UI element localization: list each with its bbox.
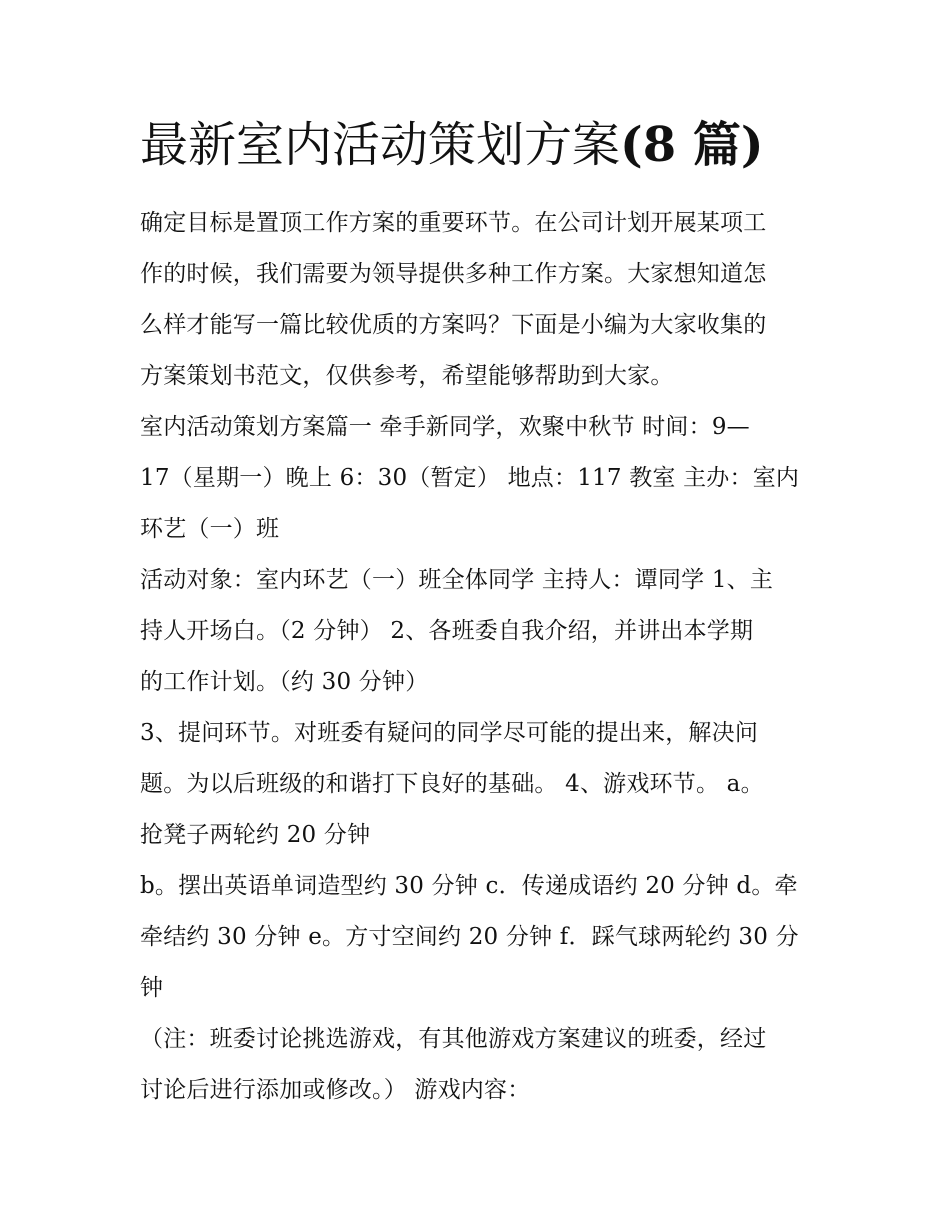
text-line: 抢凳子两轮约 20 分钟 [140, 822, 371, 848]
text-line: 活动对象：室内环艺（一）班全体同学 主持人：谭同学 1、主 [140, 567, 774, 593]
text-line: 钟 [140, 975, 164, 1001]
text-line: 作的时候，我们需要为领导提供多种工作方案。大家想知道怎 [140, 261, 767, 287]
text-line: 牵结约 30 分钟 e。方寸空间约 20 分钟 f．踩气球两轮约 30 分 [140, 924, 799, 950]
text-line: 持人开场白。（2 分钟） 2、各班委自我介绍，并讲出本学期 [140, 618, 754, 644]
text-line: 方案策划书范文，仅供参考，希望能够帮助到大家。 [140, 363, 674, 389]
text-line: 讨论后进行添加或修改。） 游戏内容： [140, 1077, 531, 1103]
text-line: b。摆出英语单词造型约 30 分钟 c．传递成语约 20 分钟 d。牵 [140, 873, 798, 899]
text-line: 3、提问环节。对班委有疑问的同学尽可能的提出来，解决问 [140, 720, 759, 746]
text-line: 题。为以后班级的和谐打下良好的基础。 4、游戏环节。 a。 [140, 771, 764, 797]
text-line: 么样才能写一篇比较优质的方案吗？下面是小编为大家收集的 [140, 312, 767, 338]
text-line: 确定目标是置顶工作方案的重要环节。在公司计划开展某项工 [140, 210, 767, 236]
text-line: 17（星期一）晚上 6：30（暂定） 地点：117 教室 主办：室内 [140, 465, 800, 491]
title-main: 最新室内活动策划方案 [140, 117, 621, 173]
text-line: 室内活动策划方案篇一 牵手新同学，欢聚中秋节 时间：9— [140, 414, 750, 440]
text-line: （注：班委讨论挑选游戏，有其他游戏方案建议的班委，经过 [140, 1026, 767, 1052]
text-line: 的工作计划。（约 30 分钟） [140, 669, 429, 695]
document-body [140, 198, 816, 1116]
text-line: 环艺（一）班 [140, 516, 280, 542]
title-paren: (8 篇) [620, 117, 764, 173]
page-title [140, 112, 840, 178]
